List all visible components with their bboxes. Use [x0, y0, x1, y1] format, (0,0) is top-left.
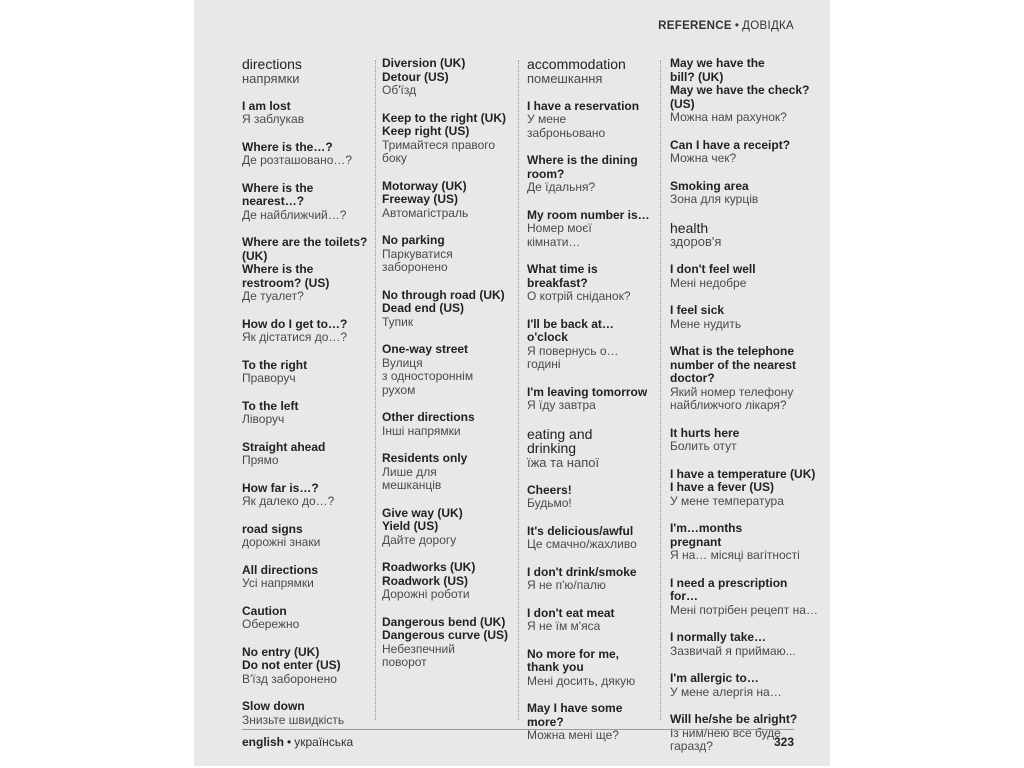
running-head-ukrainian: ДОВІДКА: [742, 20, 794, 32]
phrase-entry: [242, 318, 370, 345]
english-phrase: What is the telephone number of the nearest doctor?: [670, 344, 797, 385]
english-phrase: My room number is…: [527, 207, 650, 222]
phrase-entry: [242, 700, 370, 727]
ukrainian-translation: їжа та напої: [527, 454, 600, 470]
footer-ukrainian: українська: [294, 735, 354, 749]
ukrainian-translation: Мені недобре: [670, 275, 747, 290]
ukrainian-translation: Номер моєї кімнати…: [527, 221, 592, 249]
section-heading: [670, 221, 818, 250]
phrase-entry: [242, 482, 370, 509]
column-divider: [660, 60, 661, 720]
english-phrase: Motorway (UK) Freeway (US): [382, 178, 467, 206]
ukrainian-translation: У мене алергія на…: [670, 684, 782, 699]
section-heading: [527, 427, 655, 470]
phrase-entry: [670, 57, 818, 125]
english-phrase: Straight ahead: [242, 439, 326, 454]
phrase-entry: [242, 523, 370, 550]
ukrainian-translation: напрямки: [242, 70, 300, 86]
english-phrase: Diversion (UK) Detour (US): [382, 56, 466, 84]
english-phrase: Other directions: [382, 410, 475, 424]
column-divider: [375, 60, 376, 720]
english-phrase: May we have the bill? (UK) May we have the check? (US): [670, 56, 810, 111]
column-4: [670, 57, 818, 768]
english-phrase: road signs: [242, 521, 303, 536]
english-phrase: No entry (UK) Do not enter (US): [242, 644, 341, 672]
book-page: [194, 0, 830, 766]
column-2: [382, 57, 512, 684]
ukrainian-translation: Я повернусь о… годині: [527, 343, 619, 371]
english-phrase: Caution: [242, 603, 287, 618]
english-phrase: I normally take…: [670, 630, 767, 644]
ukrainian-translation: Де розташовано…?: [242, 153, 353, 167]
ukrainian-translation: Паркуватися заборонено: [382, 246, 453, 274]
running-head-english: REFERENCE: [658, 20, 732, 32]
english-phrase: I don't feel well: [670, 262, 756, 276]
ukrainian-translation: Який номер телефону найближчого лікаря?: [670, 384, 794, 412]
phrase-entry: [382, 411, 512, 438]
phrase-entry: [670, 345, 818, 413]
ukrainian-translation: Дорожні роботи: [382, 587, 470, 601]
phrase-entry: [382, 616, 512, 670]
english-phrase: I'm…months pregnant: [670, 521, 743, 549]
english-phrase: I don't drink/smoke: [527, 564, 637, 579]
english-phrase: I'll be back at… o'clock: [527, 316, 614, 344]
english-phrase: Keep to the right (UK) Keep right (US): [382, 110, 506, 138]
english-phrase: It hurts here: [670, 425, 740, 440]
phrase-entry: [242, 141, 370, 168]
english-phrase: How far is…?: [242, 480, 319, 495]
english-phrase: I have a reservation: [527, 98, 640, 113]
phrase-entry: [527, 484, 655, 511]
phrase-entry: [242, 100, 370, 127]
page-number: 323: [773, 735, 794, 749]
english-phrase: Residents only: [382, 451, 468, 465]
english-phrase: I'm leaving tomorrow: [527, 384, 648, 399]
phrase-entry: [670, 139, 818, 166]
english-phrase: Where is the…?: [242, 139, 333, 154]
english-phrase: Where are the toilets? (UK) Where is the restroom? (US): [242, 235, 368, 290]
ukrainian-translation: дорожні знаки: [242, 535, 321, 549]
ukrainian-translation: Мені потрібен рецепт на…: [670, 602, 818, 617]
english-phrase: health: [670, 219, 709, 236]
phrase-entry: [670, 468, 818, 509]
column-1: [242, 57, 370, 741]
running-head-bullet: •: [734, 20, 740, 32]
section-heading: [527, 57, 655, 86]
ukrainian-translation: Небезпечний поворот: [382, 641, 455, 669]
footer-rule: [242, 729, 794, 730]
english-phrase: May I have some more?: [527, 701, 623, 729]
phrase-entry: [242, 564, 370, 591]
ukrainian-translation: Інші напрямки: [382, 423, 461, 438]
phrase-entry: [670, 427, 818, 454]
section-heading: [242, 57, 370, 86]
english-phrase: Will he/she be alright?: [670, 712, 798, 726]
phrase-entry: [527, 525, 655, 552]
english-phrase: To the left: [242, 398, 299, 413]
ukrainian-translation: Де туалет?: [242, 289, 304, 303]
ukrainian-translation: Лише для мешканців: [382, 464, 442, 492]
ukrainian-translation: Тримайтеся правого боку: [382, 137, 496, 165]
ukrainian-translation: У мене температура: [670, 493, 784, 508]
ukrainian-translation: Об'їзд: [382, 83, 417, 97]
phrase-entry: [382, 507, 512, 548]
ukrainian-translation: Я заблукав: [242, 112, 305, 126]
phrase-entry: [527, 702, 655, 743]
ukrainian-translation: Дайте дорогу: [382, 532, 457, 547]
english-phrase: How do I get to…?: [242, 316, 348, 331]
ukrainian-translation: Усі напрямки: [242, 576, 314, 590]
phrase-entry: [382, 180, 512, 221]
english-phrase: I have a temperature (UK) I have a fever (US): [670, 466, 816, 494]
running-head: [658, 20, 794, 32]
ukrainian-translation: Можна нам рахунок?: [670, 110, 787, 124]
ukrainian-translation: Вулиця з одностороннім рухом: [382, 355, 474, 397]
ukrainian-translation: У мене заброньовано: [527, 112, 606, 140]
phrase-entry: [382, 112, 512, 166]
english-phrase: It's delicious/awful: [527, 523, 634, 538]
ukrainian-translation: Як далеко до…?: [242, 494, 335, 508]
english-phrase: Dangerous bend (UK) Dangerous curve (US): [382, 614, 509, 642]
phrase-entry: [527, 607, 655, 634]
english-phrase: directions: [242, 56, 302, 72]
english-phrase: Can I have a receipt?: [670, 137, 791, 152]
phrase-entry: [527, 386, 655, 413]
ukrainian-translation: помешкання: [527, 70, 603, 86]
english-phrase: Where is the nearest…?: [242, 180, 314, 208]
ukrainian-translation: Мені досить, дякую: [527, 673, 636, 688]
english-phrase: Where is the dining room?: [527, 153, 638, 181]
phrase-entry: [242, 359, 370, 386]
footer-language: [242, 735, 353, 749]
ukrainian-translation: Праворуч: [242, 371, 296, 385]
english-phrase: All directions: [242, 562, 319, 577]
english-phrase: No more for me, thank you: [527, 646, 620, 674]
phrase-entry: [382, 452, 512, 493]
ukrainian-translation: Із ним/нею все буде гаразд?: [670, 725, 781, 753]
english-phrase: I need a prescription for…: [670, 575, 788, 603]
ukrainian-translation: Будьмо!: [527, 496, 572, 510]
ukrainian-translation: Прямо: [242, 453, 279, 467]
phrase-entry: [242, 605, 370, 632]
phrase-entry: [382, 289, 512, 330]
phrase-entry: [670, 522, 818, 563]
english-phrase: Slow down: [242, 699, 305, 713]
footer-bullet: •: [287, 735, 292, 749]
ukrainian-translation: Де найближчий…?: [242, 207, 347, 222]
ukrainian-translation: Я їду завтра: [527, 398, 596, 412]
english-phrase: No parking: [382, 233, 445, 247]
english-phrase: No through road (UK) Dead end (US): [382, 287, 505, 315]
ukrainian-translation: Я не їм м'яса: [527, 619, 601, 633]
phrase-entry: [242, 182, 370, 223]
english-phrase: Cheers!: [527, 482, 572, 497]
phrase-entry: [670, 263, 818, 290]
english-phrase: I don't eat meat: [527, 605, 615, 620]
phrase-entry: [670, 713, 818, 754]
english-phrase: To the right: [242, 357, 308, 372]
ukrainian-translation: здоров'я: [670, 234, 722, 249]
ukrainian-translation: Я не п'ю/палю: [527, 578, 606, 592]
phrase-entry: [242, 441, 370, 468]
phrase-entry: [527, 154, 655, 195]
ukrainian-translation: О котрій сніданок?: [527, 289, 631, 303]
phrase-entry: [670, 631, 818, 658]
phrase-entry: [382, 343, 512, 397]
english-phrase: eating and drinking: [527, 425, 593, 456]
phrase-entry: [382, 234, 512, 275]
ukrainian-translation: Обережно: [242, 617, 300, 631]
phrase-entry: [527, 263, 655, 304]
phrase-entry: [242, 400, 370, 427]
english-phrase: Smoking area: [670, 178, 749, 193]
phrase-entry: [670, 577, 818, 618]
phrase-entry: [242, 236, 370, 304]
phrase-entry: [242, 646, 370, 687]
english-phrase: One-way street: [382, 342, 469, 356]
phrase-entry: [670, 180, 818, 207]
ukrainian-translation: Де їдальня?: [527, 180, 596, 194]
english-phrase: Give way (UK) Yield (US): [382, 505, 463, 533]
ukrainian-translation: Ліворуч: [242, 412, 285, 426]
column-divider: [518, 60, 519, 720]
ukrainian-translation: Болить отут: [670, 439, 737, 453]
ukrainian-translation: Зазвичай я приймаю...: [670, 643, 796, 658]
english-phrase: Roadworks (UK) Roadwork (US): [382, 560, 476, 588]
ukrainian-translation: Тупик: [382, 314, 414, 329]
ukrainian-translation: Зона для курців: [670, 192, 759, 206]
ukrainian-translation: Автомагістраль: [382, 205, 469, 220]
column-3: [527, 57, 655, 757]
phrase-entry: [382, 561, 512, 602]
ukrainian-translation: Це смачно/жахливо: [527, 537, 637, 551]
phrase-entry: [527, 318, 655, 372]
english-phrase: I am lost: [242, 98, 291, 113]
ukrainian-translation: Можна чек?: [670, 151, 737, 165]
ukrainian-translation: В'їзд заборонено: [242, 671, 337, 686]
phrase-entry: [670, 672, 818, 699]
phrase-entry: [670, 304, 818, 331]
phrase-entry: [382, 57, 512, 98]
ukrainian-translation: Мене нудить: [670, 316, 742, 331]
phrase-entry: [527, 209, 655, 250]
ukrainian-translation: Я на… місяці вагітності: [670, 548, 800, 562]
phrase-entry: [527, 566, 655, 593]
english-phrase: I'm allergic to…: [670, 671, 759, 685]
phrase-entry: [527, 100, 655, 141]
english-phrase: I feel sick: [670, 303, 725, 317]
ukrainian-translation: Як дістатися до…?: [242, 330, 348, 344]
footer-english: english: [242, 735, 285, 749]
ukrainian-translation: Можна мені ще?: [527, 728, 619, 742]
ukrainian-translation: Знизьте швидкість: [242, 712, 345, 727]
english-phrase: What time is breakfast?: [527, 262, 598, 290]
english-phrase: accommodation: [527, 56, 626, 72]
phrase-entry: [527, 648, 655, 689]
